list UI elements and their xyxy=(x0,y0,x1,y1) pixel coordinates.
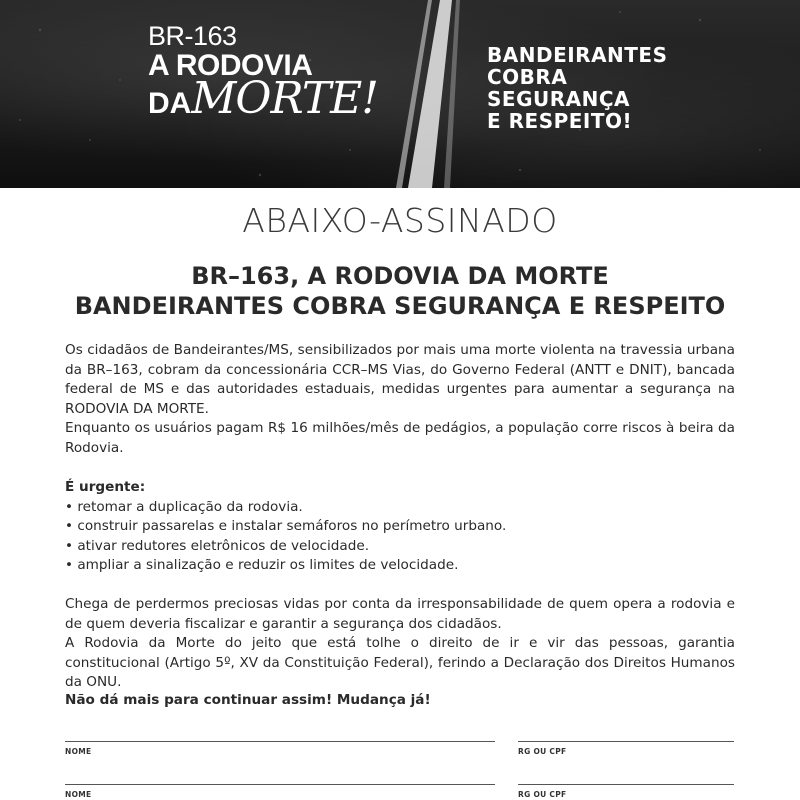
closing-paragraph-1: Chega de perdermos preciosas vidas por conta da irresponsabilidade de quem opera a rodovia e de quem deveria fiscalizar e garantir a segurança dos cidadãos. xyxy=(65,596,735,632)
name-label: NOME xyxy=(65,790,92,799)
call-to-action: Não dá mais para continuar assim! Mudança já! xyxy=(65,692,431,708)
slogan-line: COBRA xyxy=(487,65,568,89)
name-label: NOME xyxy=(65,747,92,756)
signature-id-line[interactable] xyxy=(518,741,734,742)
id-label: RG OU CPF xyxy=(518,790,567,799)
urgent-heading: É urgente: xyxy=(65,479,146,495)
id-label: RG OU CPF xyxy=(518,747,567,756)
urgent-demands xyxy=(65,478,735,576)
intro-paragraph-2: Enquanto os usuários pagam R$ 16 milhões/mês de pedágios, a população corre riscos à beira da Rodovia. xyxy=(65,420,735,456)
slogan-line: BANDEIRANTES xyxy=(487,43,668,67)
slogan-line: E RESPEITO! xyxy=(487,109,633,133)
closing-text xyxy=(65,595,735,693)
signature-name-line[interactable] xyxy=(65,741,495,742)
logo-morte: MORTE! xyxy=(191,73,378,124)
campaign-logo xyxy=(148,21,378,124)
banner-slogan xyxy=(487,44,668,132)
logo-line-3 xyxy=(148,73,378,124)
intro-text xyxy=(65,341,735,458)
intro-paragraph: Os cidadãos de Bandeirantes/MS, sensibilizados por mais uma morte violenta na travessia urbana da BR–163, cobram da concessionária CCR–MS Vias, do Governo Federal (ANTT e DNIT), bancada federal de MS e das autoridades estaduais, medidas urgentes para aumentar a segurança na RODOVIA DA MORTE. xyxy=(65,342,735,417)
headline xyxy=(0,261,800,321)
headline-line-1: BR–163, A RODOVIA DA MORTE xyxy=(191,262,609,290)
document-title: ABAIXO-ASSINADO xyxy=(242,201,558,240)
logo-da: DA xyxy=(148,87,192,120)
logo-line-1: BR-163 xyxy=(148,21,237,51)
logo-line-2: A RODOVIA xyxy=(148,49,313,82)
demand-list xyxy=(65,498,735,576)
road-texture-image xyxy=(0,0,800,188)
headline-line-2: BANDEIRANTES COBRA SEGURANÇA E RESPEITO xyxy=(74,292,726,320)
list-item: • ativar redutores eletrônicos de velocidade. xyxy=(65,537,735,557)
header-banner xyxy=(0,0,800,188)
list-item: • retomar a duplicação da rodovia. xyxy=(65,498,735,518)
signature-id-line[interactable] xyxy=(518,784,734,785)
list-item: • construir passarelas e instalar semáforos no perímetro urbano. xyxy=(65,517,735,537)
closing-paragraph-2: A Rodovia da Morte do jeito que está tolhe o direito de ir e vir das pessoas, garantia constitucional (Artigo 5º, XV da Constituição Federal), ferindo a Declaração dos Direitos Humanos da ONU. xyxy=(65,635,735,690)
signature-name-line[interactable] xyxy=(65,784,495,785)
list-item: • ampliar a sinalização e reduzir os limites de velocidade. xyxy=(65,556,735,576)
slogan-line: SEGURANÇA xyxy=(487,87,630,111)
